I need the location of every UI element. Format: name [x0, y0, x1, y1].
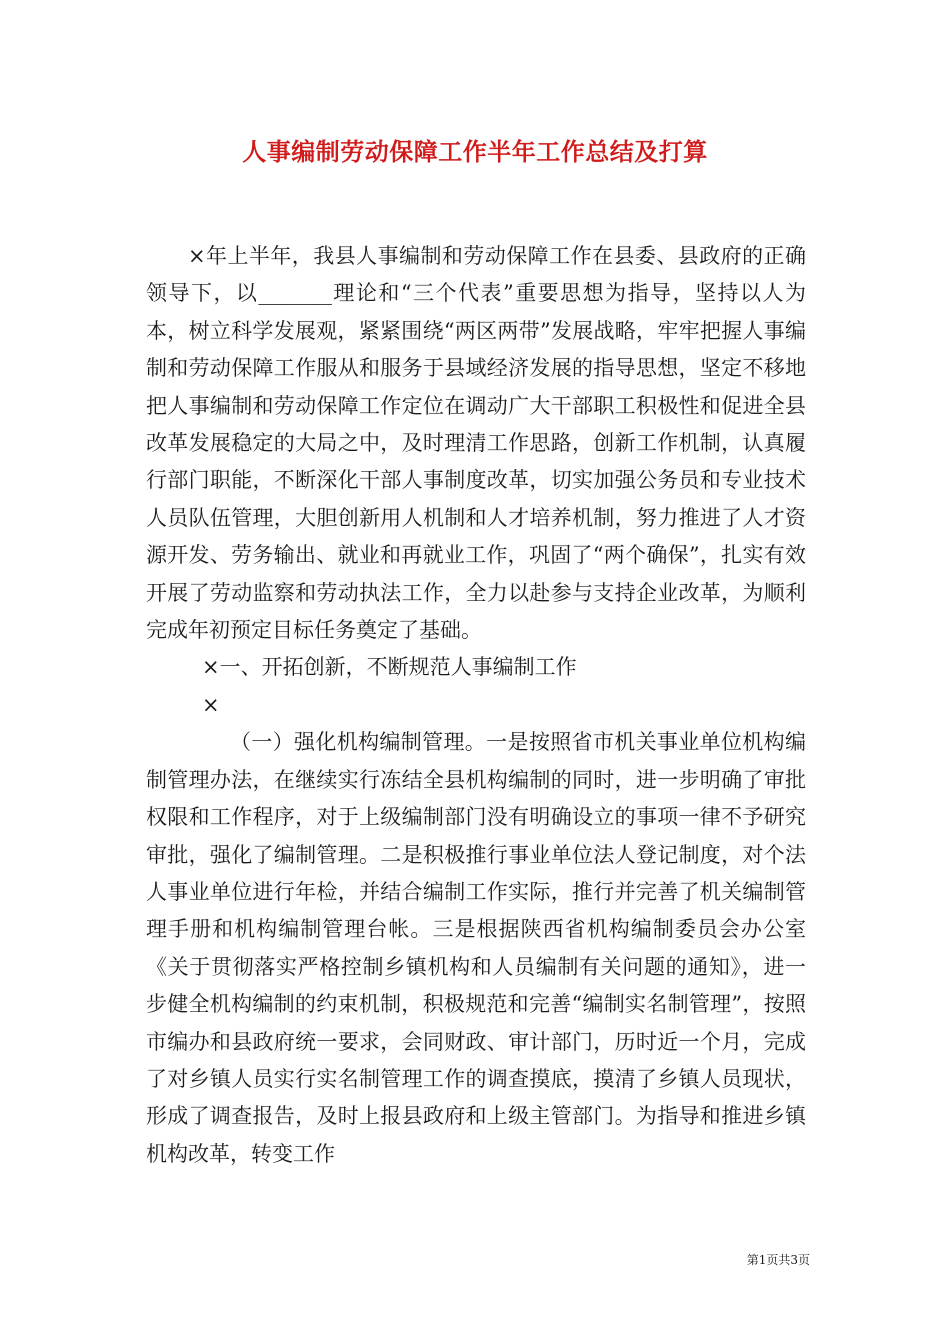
section-heading: ×一、开拓创新，不断规范人事编制工作 — [202, 655, 577, 680]
intro-paragraph: ×年上半年，我县人事编制和劳动保障工作在县委、县政府的正确领导下，以_______理论和“三个代表”重要思想为指导，坚持以人为本，树立科学发展观，紧紧围绕“两区两带”发展战略，牢牢把握人事编制和劳动保障工作服从和服务于县域经济发展的指导思想，坚定不移地把人事编制和劳动保障工作定位在调动广大干部职工积极性和促进全县改革发展稳定的大局之中，及时理清工作思路，创新工作机制，认真履行部门职能，不断深化干部人事制度改革，切实加强公务员和专业技术人员队伍管理，大胆创新用人机制和人才培养机制，努力推进了人才资源开发、劳务输出、就业和再就业工作，巩固了“两个确保”，扎实有效开展了劳动监察和劳动执法工作，全力以赴参与支持企业改革，为顺利完成年初预定目标任务奠定了基础。 — [146, 244, 806, 643]
document-body — [146, 238, 806, 1173]
document-title: 人事编制劳动保障工作半年工作总结及打算 — [242, 137, 708, 166]
section-marker: × — [202, 692, 220, 717]
page-number: 第1页共3页 — [746, 1253, 810, 1267]
subsection-paragraph: （一）强化机构编制管理。一是按照省市机关事业单位机构编制管理办法，在继续实行冻结全县机构编制的同时，进一步明确了审批权限和工作程序，对于上级编制部门没有明确设立的事项一律不予研究审批，强化了编制管理。二是积极推行事业单位法人登记制度，对个法人事业单位进行年检，并结合编制工作实际，推行并完善了机关编制管理手册和机构编制管理台帐。三是根据陕西省机构编制委员会办公室《关于贯彻落实严格控制乡镇机构和人员编制有关问题的通知》，进一步健全机构编制的约束机制，积极规范和完善“编制实名制管理”，按照市编办和县政府统一要求，会同财政、审计部门，历时近一个月，完成了对乡镇人员实行实名制管理工作的调查摸底，摸清了乡镇人员现状，形成了调查报告，及时上报县政府和上级主管部门。为指导和推进乡镇机构改革，转变工作 — [146, 730, 806, 1166]
